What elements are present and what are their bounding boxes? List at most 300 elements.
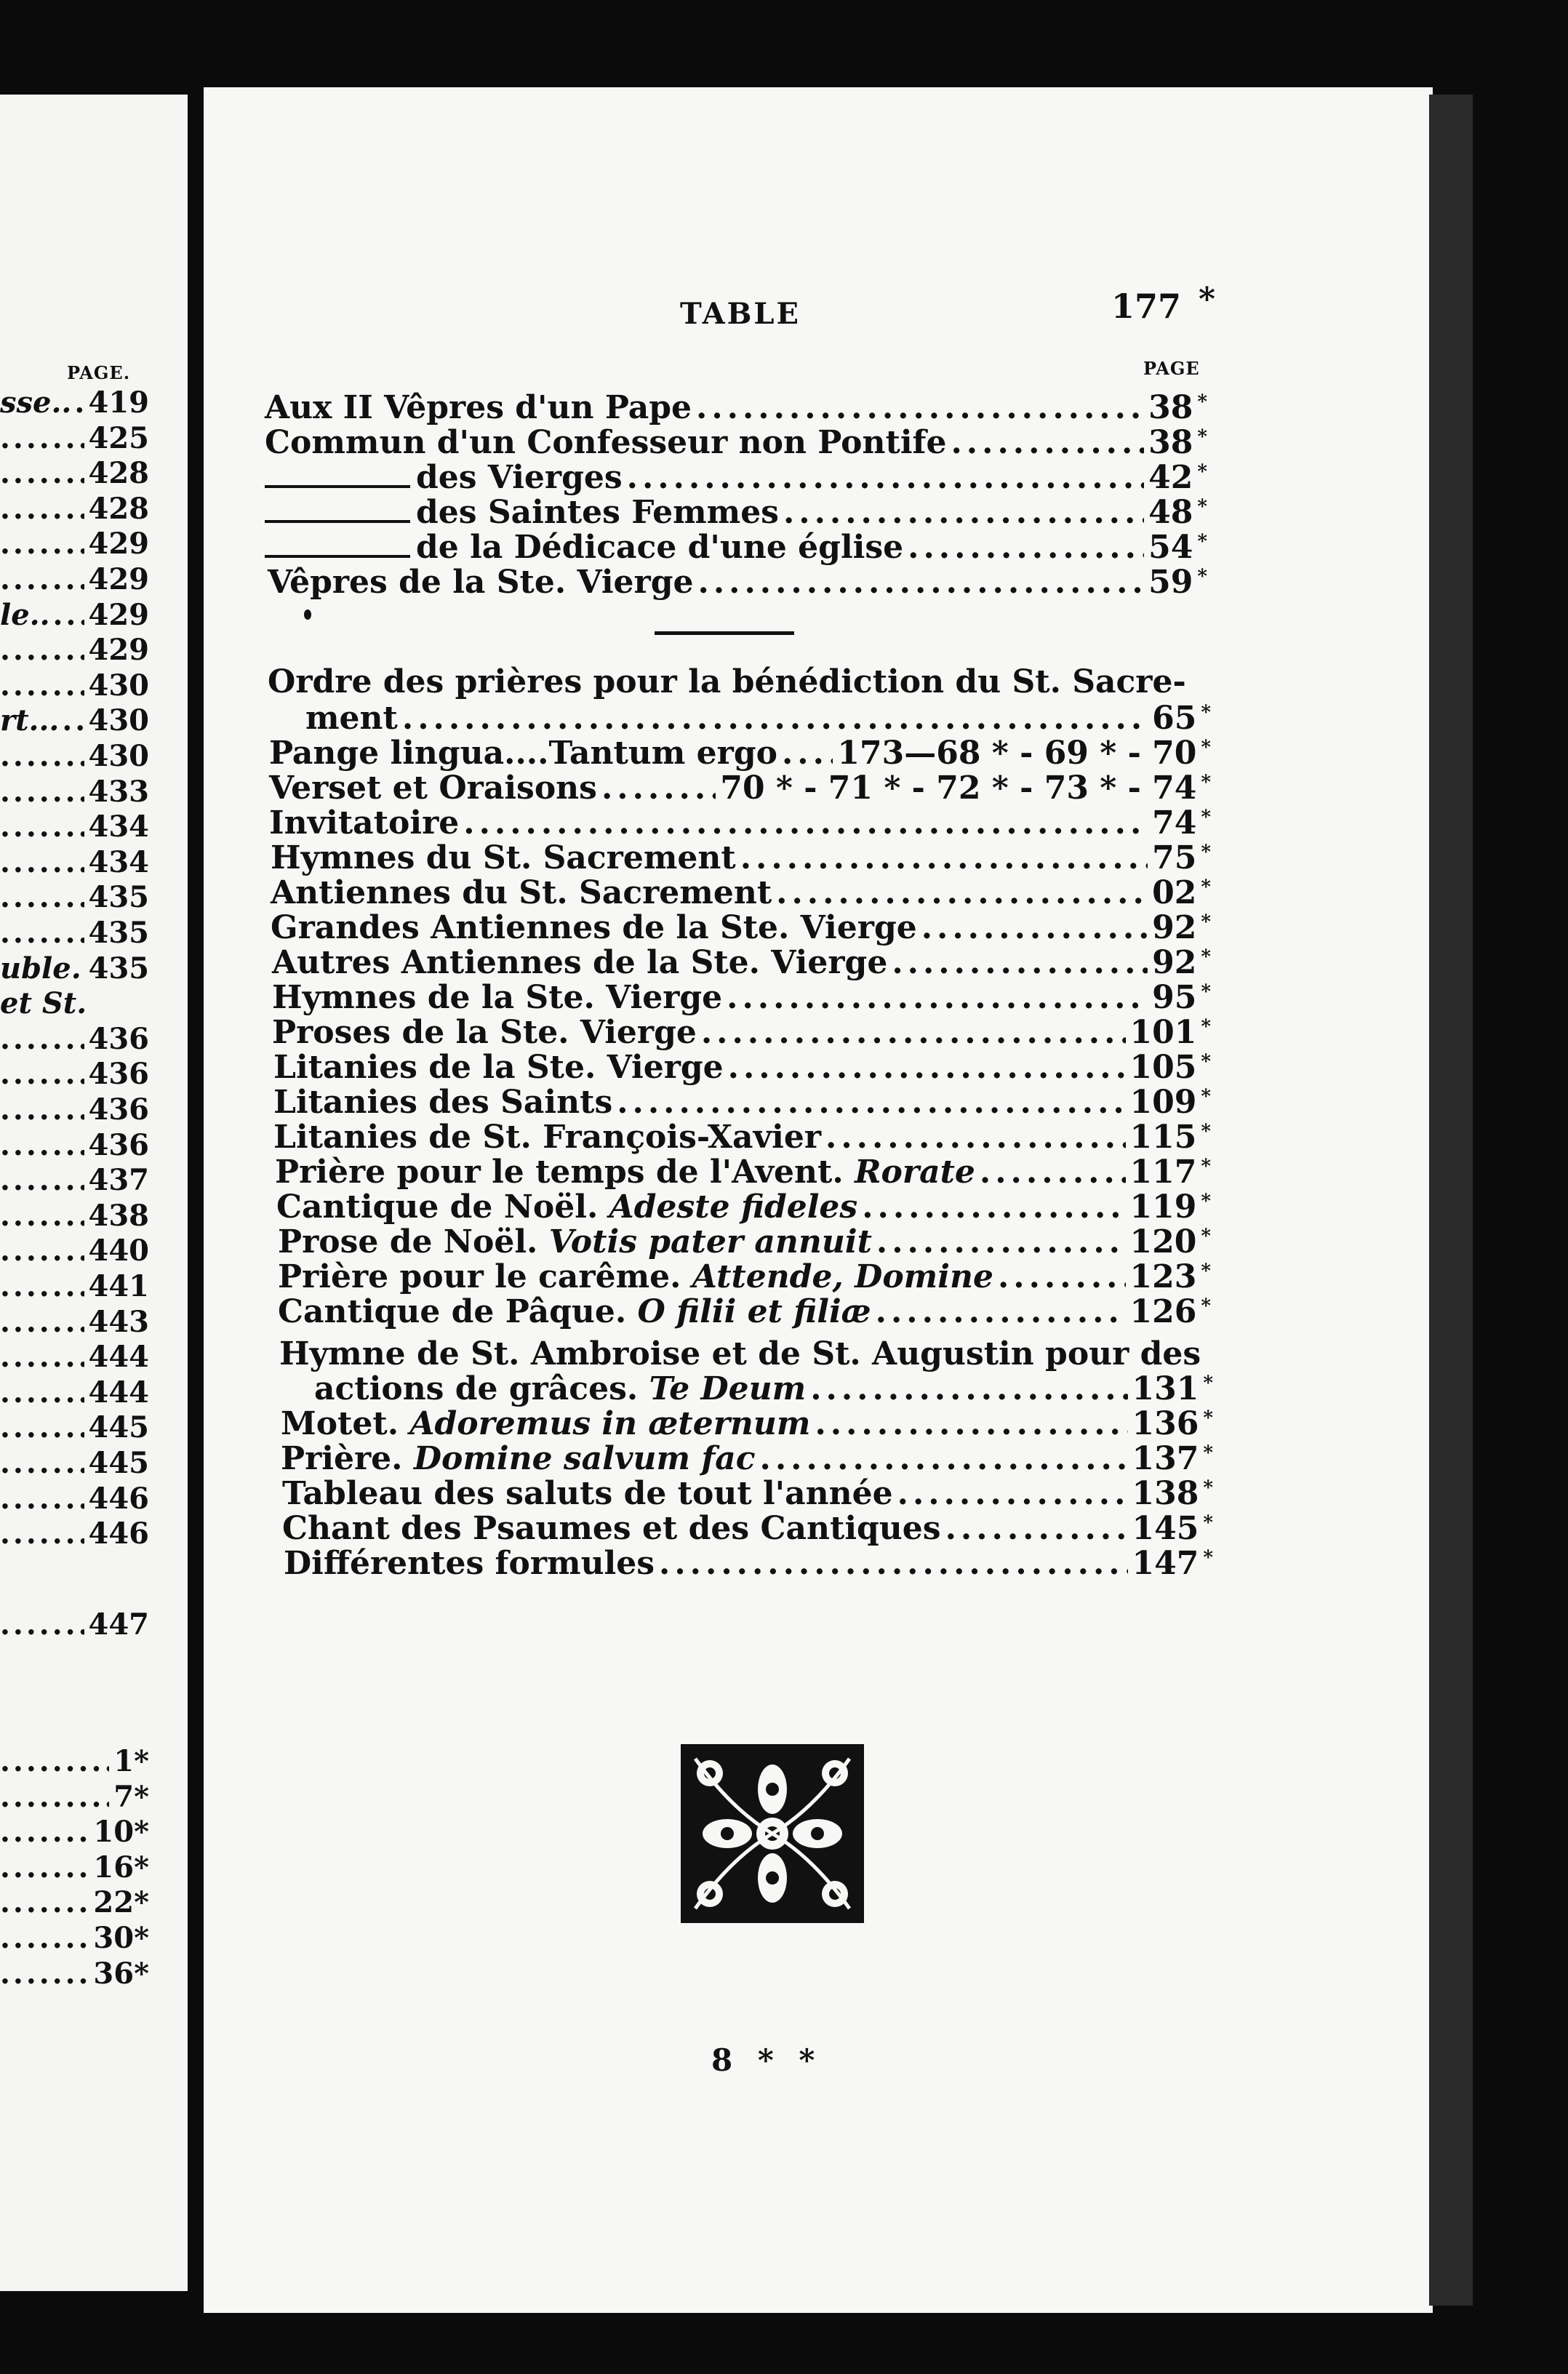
asterisk-mark: * xyxy=(1197,496,1207,518)
toc-entry xyxy=(269,804,1211,842)
left-line-page: 447 xyxy=(88,1607,149,1642)
toc-entry-latin: Adoremus in æternum xyxy=(409,1405,811,1442)
page-number-mark: * xyxy=(1199,281,1216,318)
dot-leader xyxy=(0,1446,84,1480)
dot-leader xyxy=(0,492,84,526)
left-page-line xyxy=(0,880,149,916)
toc-entry-page: 115 xyxy=(1129,1119,1197,1156)
toc-entry-text: des Vierges xyxy=(416,459,623,496)
left-line-fragment: uble. xyxy=(0,951,81,986)
left-line-page: 435 xyxy=(88,880,149,915)
toc-entry-text: de la Dédicace d'une église xyxy=(416,529,904,566)
toc-entry-title xyxy=(272,1014,697,1051)
left-page-line xyxy=(0,916,149,952)
toc-entry-text: Différentes formules xyxy=(284,1545,655,1582)
toc-entry-page: 120 xyxy=(1129,1223,1197,1260)
toc-entry-text: Verset et Oraisons xyxy=(269,770,597,807)
toc-entry xyxy=(284,1545,1213,1580)
dot-leader xyxy=(862,1188,1125,1226)
left-line-page: 434 xyxy=(88,810,149,844)
toc-entry xyxy=(282,1510,1213,1545)
left-page-line xyxy=(0,421,149,457)
toc-entry-text: des Saintes Femmes xyxy=(416,494,779,531)
asterisk-mark: * xyxy=(1197,461,1207,483)
toc-entry-text: Cantique de Pâque. xyxy=(278,1293,627,1330)
left-line-fragment: rt... xyxy=(0,703,60,738)
toc-entry xyxy=(265,389,1207,424)
toc-entry-title xyxy=(276,1188,857,1226)
asterisk-mark: * xyxy=(1197,426,1207,448)
toc-entry-text: Cantique de Noël. xyxy=(276,1188,599,1226)
toc-entry-text: Prière pour le carême. xyxy=(278,1258,681,1295)
toc-entry-text: Hymnes du St. Sacrement xyxy=(271,839,736,876)
dot-leader xyxy=(0,456,84,490)
dot-leader xyxy=(0,1340,84,1374)
left-page-line xyxy=(0,1128,149,1164)
dot-leader xyxy=(0,633,84,667)
left-line-page: 445 xyxy=(88,1410,149,1445)
toc-entry-page: 138 xyxy=(1132,1475,1199,1512)
left-line-page: 30* xyxy=(93,1921,149,1955)
toc-entry-text: Grandes Antiennes de la Ste. Vierge xyxy=(271,909,917,946)
left-line-page: 429 xyxy=(88,633,149,668)
toc-entry-title xyxy=(268,564,694,601)
left-line-page: 445 xyxy=(88,1446,149,1480)
left-page-line xyxy=(0,456,149,492)
dot-leader xyxy=(825,1119,1126,1156)
toc-entry-title xyxy=(273,1049,724,1086)
toc-entry xyxy=(305,700,1211,735)
toc-entry-latin: O filii et filiæ xyxy=(637,1293,871,1330)
dot-leader xyxy=(0,1022,84,1056)
toc-entry-text: ment xyxy=(305,700,398,737)
page-number: 177 xyxy=(1111,287,1182,326)
dot-leader xyxy=(0,1815,89,1849)
left-line-page: 441 xyxy=(88,1269,149,1303)
toc-entry-text: Ordre des prières pour la bénédiction du St. Sacre- xyxy=(268,663,1186,700)
dot-leader xyxy=(897,1475,1128,1512)
dot-leader xyxy=(0,845,84,879)
left-page-line xyxy=(0,598,149,634)
dot-leader xyxy=(0,1269,84,1303)
asterisk-mark: * xyxy=(1201,911,1211,933)
left-page-line xyxy=(0,739,149,775)
toc-entry xyxy=(276,1188,1211,1226)
section-separator xyxy=(655,631,794,635)
toc-entry-text: Aux II Vêpres d'un Pape xyxy=(265,389,692,426)
dot-leader xyxy=(0,739,84,773)
dot-leader xyxy=(601,770,716,807)
dot-leader xyxy=(0,562,84,596)
dot-leader xyxy=(783,494,1144,531)
left-page-line xyxy=(0,775,149,811)
left-line-page: 433 xyxy=(88,774,149,809)
asterisk-mark: * xyxy=(1201,1226,1211,1247)
toc-entry-title xyxy=(278,1258,993,1295)
dot-leader xyxy=(0,1482,84,1516)
dot-leader xyxy=(727,979,1148,1016)
dot-leader xyxy=(782,735,833,772)
toc-entry-text: Pange lingua....Tantum ergo xyxy=(269,735,777,772)
left-line-page: 443 xyxy=(88,1304,149,1339)
toc-entry xyxy=(265,494,1207,529)
dot-leader xyxy=(74,385,84,420)
toc-entry-latin: Adeste fideles xyxy=(609,1188,858,1226)
toc-entry-page: 136 xyxy=(1132,1405,1199,1442)
left-line-page: 428 xyxy=(88,491,149,526)
toc-entry-title xyxy=(282,1475,893,1512)
left-line-page: 444 xyxy=(88,1340,149,1375)
toc-entry-page: 38 xyxy=(1148,389,1193,426)
decorative-ornament-icon xyxy=(681,1744,864,1923)
toc-entry-title xyxy=(416,459,623,496)
asterisk-mark: * xyxy=(1201,946,1211,968)
left-line-page: 446 xyxy=(88,1516,149,1551)
left-line-page: 437 xyxy=(88,1163,149,1198)
asterisk-mark: * xyxy=(1197,566,1207,588)
dot-leader xyxy=(945,1510,1128,1547)
dot-leader xyxy=(0,668,84,703)
dot-leader xyxy=(998,1258,1126,1295)
left-page-line xyxy=(0,1607,149,1644)
asterisk-mark: * xyxy=(1203,1407,1213,1429)
asterisk-mark: * xyxy=(1203,1512,1213,1534)
left-line-page: 36* xyxy=(93,1956,149,1991)
ditto-rule xyxy=(265,520,410,523)
toc-entry-latin: Votis pater annuit xyxy=(548,1223,872,1260)
dot-leader xyxy=(0,1885,89,1919)
toc-entry-page: 75 xyxy=(1152,839,1197,876)
left-line-page: 438 xyxy=(88,1198,149,1233)
dot-leader xyxy=(876,1223,1126,1260)
asterisk-mark: * xyxy=(1203,1477,1213,1499)
dot-leader xyxy=(0,1921,89,1955)
dot-leader xyxy=(0,1375,84,1410)
dot-leader xyxy=(0,1128,84,1162)
page-title: TABLE xyxy=(680,297,801,331)
left-line-page: 419 xyxy=(88,385,149,420)
dot-leader xyxy=(892,944,1148,981)
left-page-line xyxy=(0,1375,149,1412)
dot-leader xyxy=(617,1084,1125,1121)
left-line-page: 10* xyxy=(93,1815,149,1850)
toc-entry-page: 131 xyxy=(1132,1370,1199,1407)
toc-entry-title xyxy=(265,424,946,461)
dot-leader xyxy=(402,700,1148,737)
toc-entry-text: Antiennes du St. Sacrement xyxy=(271,874,772,911)
toc-entry xyxy=(272,944,1211,979)
asterisk-mark: * xyxy=(1201,1121,1211,1143)
left-line-page: 7* xyxy=(113,1779,149,1814)
toc-entry-latin: Rorate xyxy=(854,1154,975,1191)
dot-leader xyxy=(0,1607,84,1642)
dot-leader xyxy=(951,424,1144,461)
left-page-label: PAGE. xyxy=(67,362,131,383)
toc-entry xyxy=(268,663,1186,700)
toc-entry-title xyxy=(281,1440,756,1477)
asterisk-mark: * xyxy=(1201,702,1211,724)
toc-entry-text: Litanies de St. François-Xavier xyxy=(273,1119,822,1156)
asterisk-mark: * xyxy=(1201,1191,1211,1212)
toc-entry-title xyxy=(269,735,777,772)
left-line-page: 430 xyxy=(88,739,149,773)
left-page-line xyxy=(0,633,149,669)
toc-entry-title xyxy=(271,874,772,911)
toc-entry-page: 92 xyxy=(1152,944,1197,981)
toc-entry-title xyxy=(284,1545,655,1582)
dot-leader xyxy=(0,1957,89,1991)
toc-entry-text: actions de grâces. xyxy=(314,1370,639,1407)
left-adjacent-page xyxy=(0,95,188,2291)
toc-entry-page: 70 * - 71 * - 72 * - 73 * - 74 xyxy=(720,770,1197,807)
toc-entry xyxy=(278,1223,1211,1258)
left-page-line xyxy=(0,810,149,846)
toc-entry-page: 105 xyxy=(1129,1049,1197,1086)
toc-entry-title xyxy=(272,979,722,1016)
dot-leader xyxy=(0,1234,84,1268)
left-line-page: 429 xyxy=(88,597,149,632)
asterisk-mark: * xyxy=(1201,1156,1211,1178)
toc-entry-title xyxy=(271,839,736,876)
printer-signature: 8 * * xyxy=(711,2042,823,2078)
left-line-page: 436 xyxy=(88,1127,149,1162)
dot-leader xyxy=(0,1092,84,1127)
asterisk-mark: * xyxy=(1201,737,1211,759)
toc-entry-title xyxy=(265,389,692,426)
dot-leader xyxy=(0,527,84,561)
asterisk-mark: * xyxy=(1203,1442,1213,1464)
asterisk-mark: * xyxy=(1201,981,1211,1003)
toc-entry xyxy=(269,735,1211,770)
toc-entry-text: Tableau des saluts de tout l'année xyxy=(282,1475,893,1512)
toc-entry-text: Hymne de St. Ambroise et de St. Augustin pour des xyxy=(279,1335,1201,1372)
toc-entry-text: Prière pour le temps de l'Avent. xyxy=(275,1154,844,1191)
toc-entry-title xyxy=(275,1154,975,1191)
dot-leader xyxy=(0,1850,89,1885)
left-page-line xyxy=(0,1199,149,1235)
toc-entry-text: Motet. xyxy=(281,1405,399,1442)
toc-entry-page: 137 xyxy=(1132,1440,1199,1477)
dot-leader xyxy=(62,703,84,738)
dot-leader xyxy=(980,1154,1126,1191)
toc-entry-latin: Attende, Domine xyxy=(692,1258,993,1295)
left-page-line xyxy=(0,1885,149,1922)
toc-entry-title xyxy=(278,1293,871,1330)
dot-leader xyxy=(698,564,1145,601)
toc-entry-page: 109 xyxy=(1129,1084,1197,1121)
left-page-line xyxy=(0,1163,149,1199)
left-line-page: 22* xyxy=(93,1885,149,1920)
left-line-page: 1* xyxy=(113,1744,149,1778)
left-page-line xyxy=(0,986,149,1023)
dot-leader xyxy=(696,389,1144,426)
left-page-line xyxy=(0,492,149,528)
dot-leader xyxy=(0,775,84,809)
left-page-line xyxy=(0,1234,149,1270)
left-page-line xyxy=(0,703,149,740)
toc-entry-text: Litanies de la Ste. Vierge xyxy=(273,1049,724,1086)
left-page-line xyxy=(0,527,149,563)
ditto-rule xyxy=(265,555,410,558)
toc-entry-title xyxy=(271,909,917,946)
left-page-line xyxy=(0,1340,149,1376)
left-page-line xyxy=(0,1850,149,1887)
left-page-line xyxy=(0,1921,149,1957)
toc-entry-title xyxy=(268,663,1186,700)
asterisk-mark: * xyxy=(1197,531,1207,553)
left-line-page: 446 xyxy=(88,1481,149,1516)
dot-leader xyxy=(0,1516,84,1551)
toc-entry-page: 173—68 * - 69 * - 70 xyxy=(837,735,1197,772)
toc-entry xyxy=(269,770,1211,807)
asterisk-mark: * xyxy=(1201,1016,1211,1038)
left-page-line xyxy=(0,1446,149,1482)
toc-entry-text: Invitatoire xyxy=(269,804,460,842)
left-page-line xyxy=(0,1780,149,1816)
toc-entry-text: Hymnes de la Ste. Vierge xyxy=(272,979,723,1016)
left-line-fragment: le.. xyxy=(0,597,50,632)
toc-entry-title xyxy=(282,1510,941,1547)
left-page-line xyxy=(0,1092,149,1129)
bullet-mark xyxy=(304,610,311,620)
toc-entry-page: 65 xyxy=(1152,700,1197,737)
toc-entry-text: Proses de la Ste. Vierge xyxy=(272,1014,697,1051)
left-line-page: 428 xyxy=(88,456,149,491)
toc-entry-page: 147 xyxy=(1132,1545,1199,1582)
toc-entry xyxy=(278,1293,1211,1328)
left-line-page: 435 xyxy=(88,951,150,986)
toc-entry xyxy=(272,979,1211,1014)
asterisk-mark: * xyxy=(1201,842,1211,863)
toc-entry-latin: Domine salvum fac xyxy=(413,1440,756,1477)
dot-leader xyxy=(728,1049,1126,1086)
toc-entry xyxy=(273,1049,1211,1084)
toc-entry-text: Prière. xyxy=(281,1440,403,1477)
toc-entry-latin: Te Deum xyxy=(649,1370,807,1407)
toc-entry-text: Vêpres de la Ste. Vierge xyxy=(268,564,694,601)
dot-leader xyxy=(0,1744,109,1778)
toc-entry-title xyxy=(416,494,779,531)
left-line-page: 425 xyxy=(88,420,149,455)
toc-entry xyxy=(268,564,1207,599)
dot-leader xyxy=(760,1440,1128,1477)
dot-leader xyxy=(0,421,84,455)
toc-entry-page: 74 xyxy=(1152,804,1197,842)
left-page-line xyxy=(0,845,149,882)
dot-leader xyxy=(0,1305,84,1339)
asterisk-mark: * xyxy=(1201,807,1211,828)
toc-entry-page: 48 xyxy=(1148,494,1193,531)
asterisk-mark: * xyxy=(1201,1086,1211,1108)
toc-entry-title xyxy=(269,770,597,807)
left-page-line xyxy=(0,1744,149,1780)
toc-entry-page: 119 xyxy=(1129,1188,1197,1226)
asterisk-mark: * xyxy=(1203,1372,1213,1394)
dot-leader xyxy=(876,1293,1126,1330)
left-line-page: 436 xyxy=(88,1021,149,1056)
left-line-page: 436 xyxy=(88,1092,149,1127)
toc-entry-title xyxy=(305,700,398,737)
toc-entry-title xyxy=(281,1405,810,1442)
toc-entry-page: 54 xyxy=(1148,529,1193,566)
dot-leader xyxy=(701,1014,1126,1051)
toc-entry-page: 95 xyxy=(1152,979,1197,1016)
dot-leader xyxy=(740,839,1148,876)
left-page-line xyxy=(0,1815,149,1851)
left-line-page: 435 xyxy=(88,916,149,950)
toc-entry xyxy=(273,1084,1211,1119)
left-page-line xyxy=(0,562,149,599)
left-page-line xyxy=(0,951,149,988)
toc-entry xyxy=(265,529,1207,564)
toc-entry-title xyxy=(416,529,903,566)
left-line-page: 430 xyxy=(88,703,149,738)
dot-leader xyxy=(810,1370,1127,1407)
toc-entry xyxy=(282,1475,1213,1510)
left-line-page: 440 xyxy=(88,1234,149,1268)
left-page-line xyxy=(0,1957,149,1993)
toc-entry xyxy=(271,909,1211,944)
toc-entry-page: 92 xyxy=(1152,909,1197,946)
toc-entry xyxy=(281,1405,1213,1440)
toc-entry-page: 59 xyxy=(1148,564,1193,601)
ditto-rule xyxy=(265,485,410,488)
left-page-line xyxy=(0,1482,149,1518)
left-page-line xyxy=(0,1057,149,1093)
left-line-page: 434 xyxy=(88,844,149,879)
dot-leader xyxy=(53,598,84,632)
toc-entry xyxy=(279,1335,1201,1372)
left-page-line xyxy=(0,668,149,705)
dot-leader xyxy=(627,459,1145,496)
left-line-fragment: et St. xyxy=(0,986,87,1021)
left-line-page: 16* xyxy=(93,1850,149,1885)
toc-entry-title xyxy=(272,944,887,981)
left-line-page: 429 xyxy=(88,527,149,561)
toc-entry xyxy=(265,424,1207,459)
toc-entry-page: 02 xyxy=(1152,874,1197,911)
left-page-line xyxy=(0,385,149,422)
toc-entry-text: Commun d'un Confesseur non Pontife xyxy=(265,424,947,461)
left-page-line xyxy=(0,1516,149,1553)
left-line-fragment: sse.. xyxy=(0,385,72,420)
toc-entry xyxy=(271,874,1211,909)
page-edge xyxy=(1429,95,1473,2306)
dot-leader xyxy=(0,1057,84,1091)
asterisk-mark: * xyxy=(1201,1051,1211,1073)
toc-entry-title xyxy=(273,1084,612,1121)
dot-leader xyxy=(908,529,1144,566)
toc-entry-text: Chant des Psaumes et des Cantiques xyxy=(282,1510,941,1547)
toc-entry-title xyxy=(269,804,459,842)
toc-entry xyxy=(273,1119,1211,1154)
dot-leader xyxy=(0,880,84,914)
left-line-page: 436 xyxy=(88,1057,149,1092)
toc-entry-page: 42 xyxy=(1148,459,1193,496)
toc-entry-page: 145 xyxy=(1132,1510,1199,1547)
asterisk-mark: * xyxy=(1201,1260,1211,1282)
toc-entry xyxy=(278,1258,1211,1293)
toc-entry-title xyxy=(278,1223,872,1260)
dot-leader xyxy=(0,916,84,950)
left-line-page: 430 xyxy=(88,668,149,703)
toc-entry-page: 101 xyxy=(1129,1014,1197,1051)
left-page-line xyxy=(0,1305,149,1341)
toc-entry xyxy=(314,1370,1213,1405)
dot-leader xyxy=(0,1199,84,1233)
toc-entry-page: 117 xyxy=(1129,1154,1197,1191)
dot-leader xyxy=(463,804,1148,842)
